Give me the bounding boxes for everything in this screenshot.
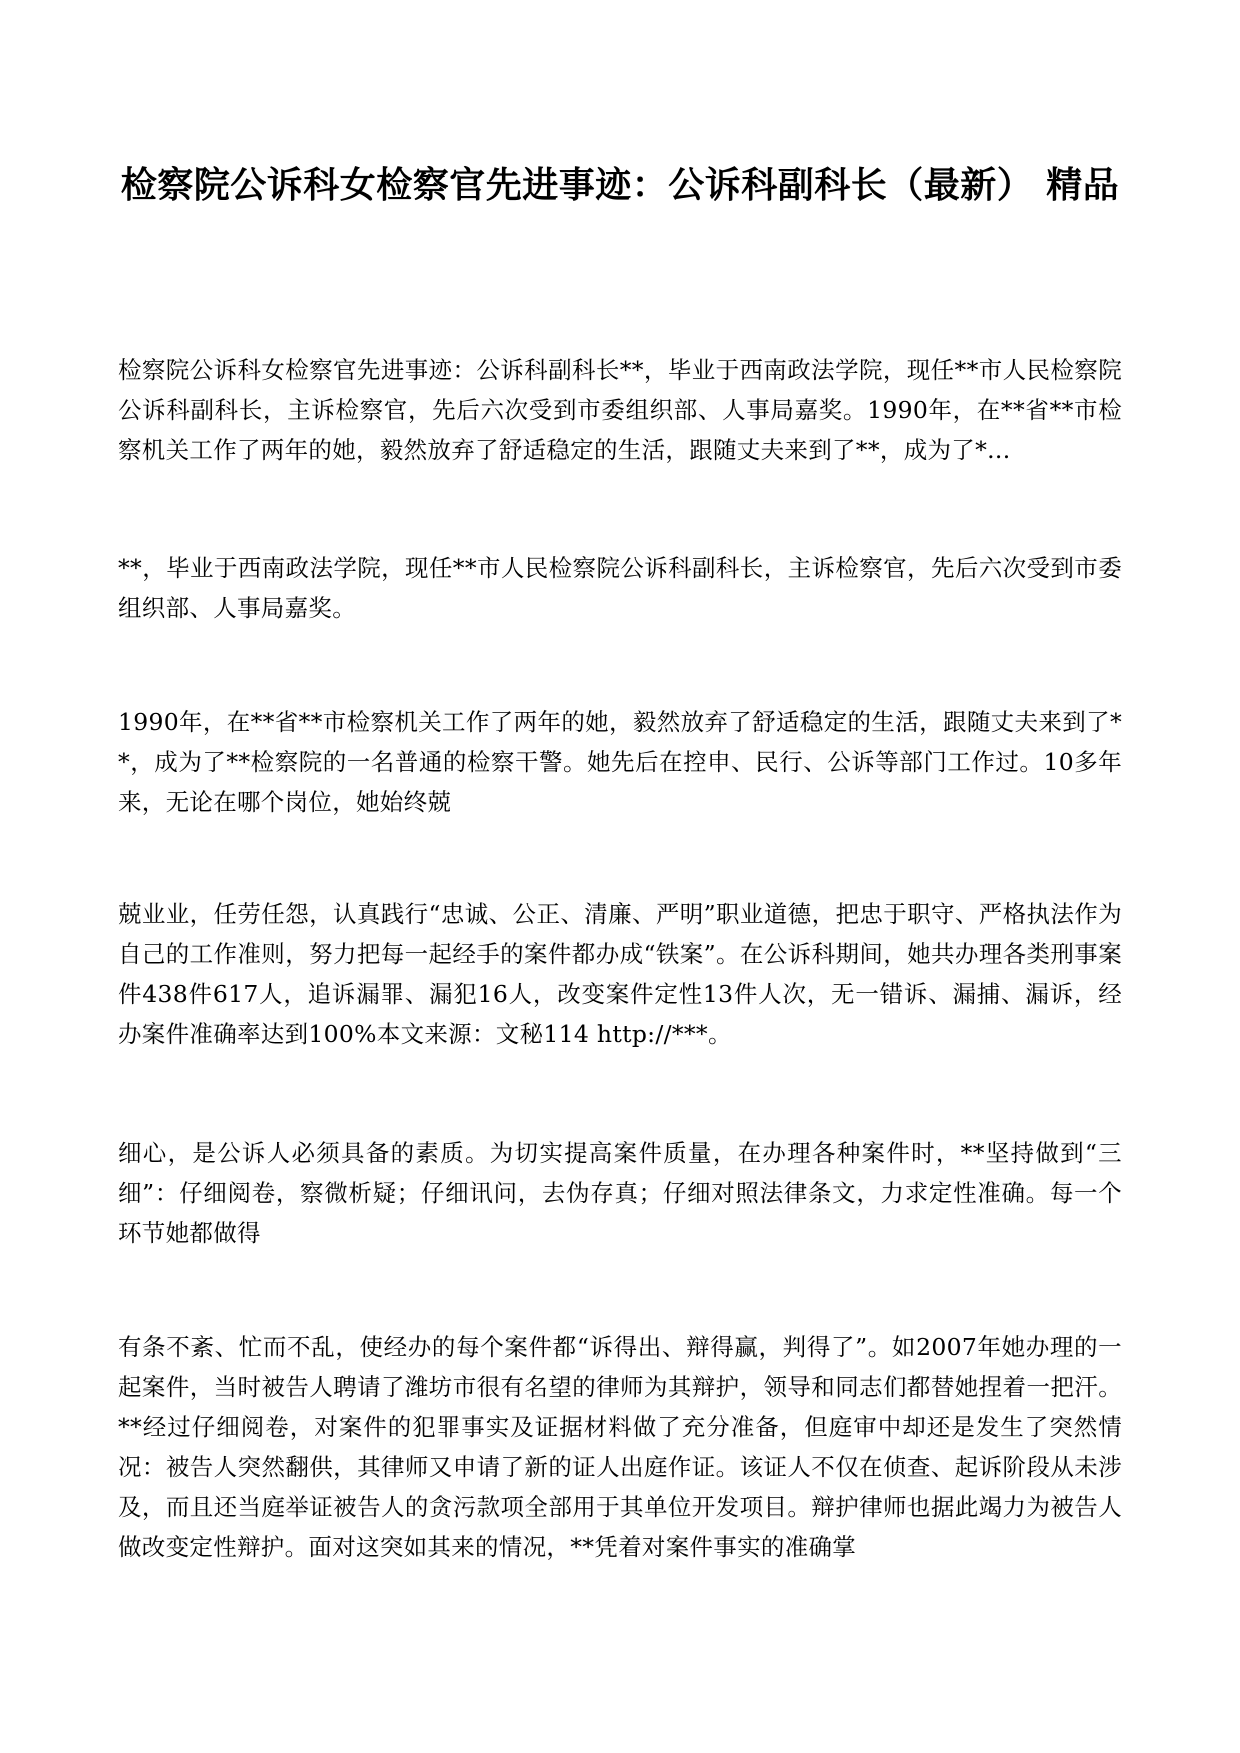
paragraph-case-example: 有条不紊、忙而不乱，使经办的每个案件都“诉得出、辩得赢，判得了”。如2007年她办理的一起案件，当时被告人聘请了潍坊市很有名望的律师为其辩护，领导和同志们都替她捏着一把汗。**经过仔细阅卷，对案件的犯罪事实及证据材料做了充分准备，但庭审中却还是发生了突然情况：被告人突然翻供，其律师又申请了新的证人出庭作证。该证人不仅在侦查、起诉阶段从未涉及，而且还当庭举证被告人的贪污款项全部用于其单位开发项目。辩护律师也据此竭力为被告人做改变定性辩护。面对这突如其来的情况，**凭着对案件事实的准确掌	[118, 1333, 1122, 1561]
document-title: 检察院公诉科女检察官先进事迹：公诉科副科长（最新） 精品	[120, 164, 1120, 206]
paragraph-biography: **，毕业于西南政法学院，现任**市人民检察院公诉科副科长，主诉检察官，先后六次受到市委组织部、人事局嘉奖。	[118, 554, 1122, 622]
paragraph-summary: 检察院公诉科女检察官先进事迹：公诉科副科长**，毕业于西南政法学院，现任**市人民检察院公诉科副科长，主诉检察官，先后六次受到市委组织部、人事局嘉奖。1990年，在**省**市检察机关工作了两年的她，毅然放弃了舒适稳定的生活，跟随丈夫来到了**，成为了*...	[118, 356, 1122, 464]
paragraph-diligence: 细心，是公诉人必须具备的素质。为切实提高案件质量，在办理各种案件时，**坚持做到“三细”：仔细阅卷，察微析疑；仔细讯问，去伪存真；仔细对照法律条文，力求定性准确。每一个环节她都做得	[118, 1139, 1122, 1247]
paragraph-career: 1990年，在**省**市检察机关工作了两年的她，毅然放弃了舒适稳定的生活，跟随丈夫来到了**，成为了**检察院的一名普通的检察干警。她先后在控申、民行、公诉等部门工作过。10多年来，无论在哪个岗位，她始终兢	[118, 708, 1122, 816]
paragraph-achievements: 兢业业，任劳任怨，认真践行“忠诚、公正、清廉、严明”职业道德，把忠于职守、严格执法作为自己的工作准则，努力把每一起经手的案件都办成“铁案”。在公诉科期间，她共办理各类刑事案件438件617人，追诉漏罪、漏犯16人，改变案件定性13件人次，无一错诉、漏捕、漏诉，经办案件准确率达到100%本文来源：文秘114 http://***。	[118, 900, 1122, 1048]
